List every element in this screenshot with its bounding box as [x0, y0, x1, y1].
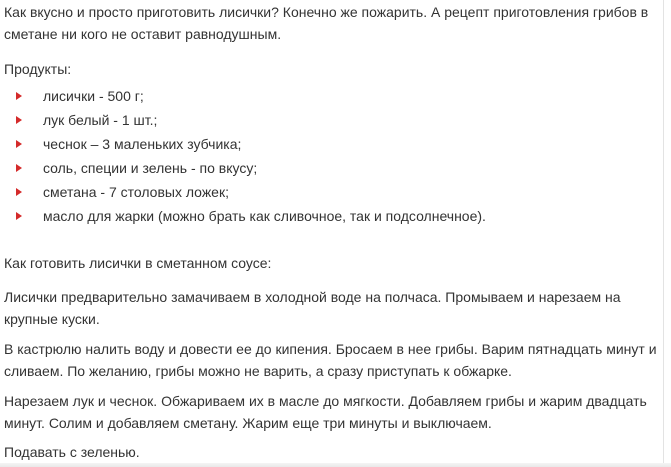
recipe-article	[4, 0, 664, 467]
list-item	[4, 84, 486, 108]
step-3-line-1: Нарезаем лук и чеснок. Обжариваем их в масле до мягкости. Добавляем грибы и жарим двадцать	[4, 393, 647, 409]
list-item	[4, 132, 486, 156]
serving-note: Подавать с зеленью.	[4, 444, 140, 460]
triangle-bullet-icon	[16, 212, 22, 220]
step-3-line-2: минут. Солим и добавляем сметану. Жарим еще три минуты и выключаем.	[4, 415, 492, 431]
list-item	[4, 204, 486, 228]
step-1-line-2: крупные куски.	[4, 311, 100, 327]
step-2-line-2: сливаем. По желанию, грибы можно не варить, а сразу приступать к обжарке.	[4, 363, 512, 379]
triangle-bullet-icon	[16, 188, 22, 196]
ingredient-text: соль, специи и зелень - по вкусу;	[43, 160, 258, 176]
triangle-bullet-icon	[16, 140, 22, 148]
intro-line-2: сметане ни кого не оставит равнодушным.	[4, 26, 282, 42]
step-paragraph-3	[4, 390, 647, 434]
step-paragraph-2	[4, 338, 657, 382]
triangle-bullet-icon	[16, 116, 22, 124]
triangle-bullet-icon	[16, 92, 22, 100]
page-bottom-edge	[0, 463, 671, 467]
list-item	[4, 156, 486, 180]
triangle-bullet-icon	[16, 164, 22, 172]
intro-paragraph	[4, 1, 648, 45]
ingredient-text: сметана - 7 столовых ложек;	[43, 184, 229, 200]
step-2-line-1: В кастрюлю налить воду и довести ее до кипения. Бросаем в нее грибы. Варим пятнадцать минут и	[4, 341, 657, 357]
intro-line-1: Как вкусно и просто приготовить лисички? Конечно же пожарить. А рецепт приготовления грибов в	[4, 4, 649, 20]
ingredient-text: чеснок – 3 маленьких зубчика;	[43, 136, 242, 152]
ingredient-text: лук белый - 1 шт.;	[43, 112, 158, 128]
ingredient-text: масло для жарки (можно брать как сливочное, так и подсолнечное).	[43, 208, 486, 224]
products-heading: Продукты:	[4, 61, 72, 77]
ingredients-list	[4, 84, 486, 228]
list-item	[4, 108, 486, 132]
list-item	[4, 180, 486, 204]
step-paragraph-1	[4, 286, 621, 330]
ingredient-text: лисички - 500 г;	[43, 88, 144, 104]
step-1-line-1: Лисички предварительно замачиваем в холодной воде на полчаса. Промываем и нарезаем на	[4, 289, 621, 305]
how-to-heading: Как готовить лисички в сметанном соусе:	[4, 255, 272, 271]
